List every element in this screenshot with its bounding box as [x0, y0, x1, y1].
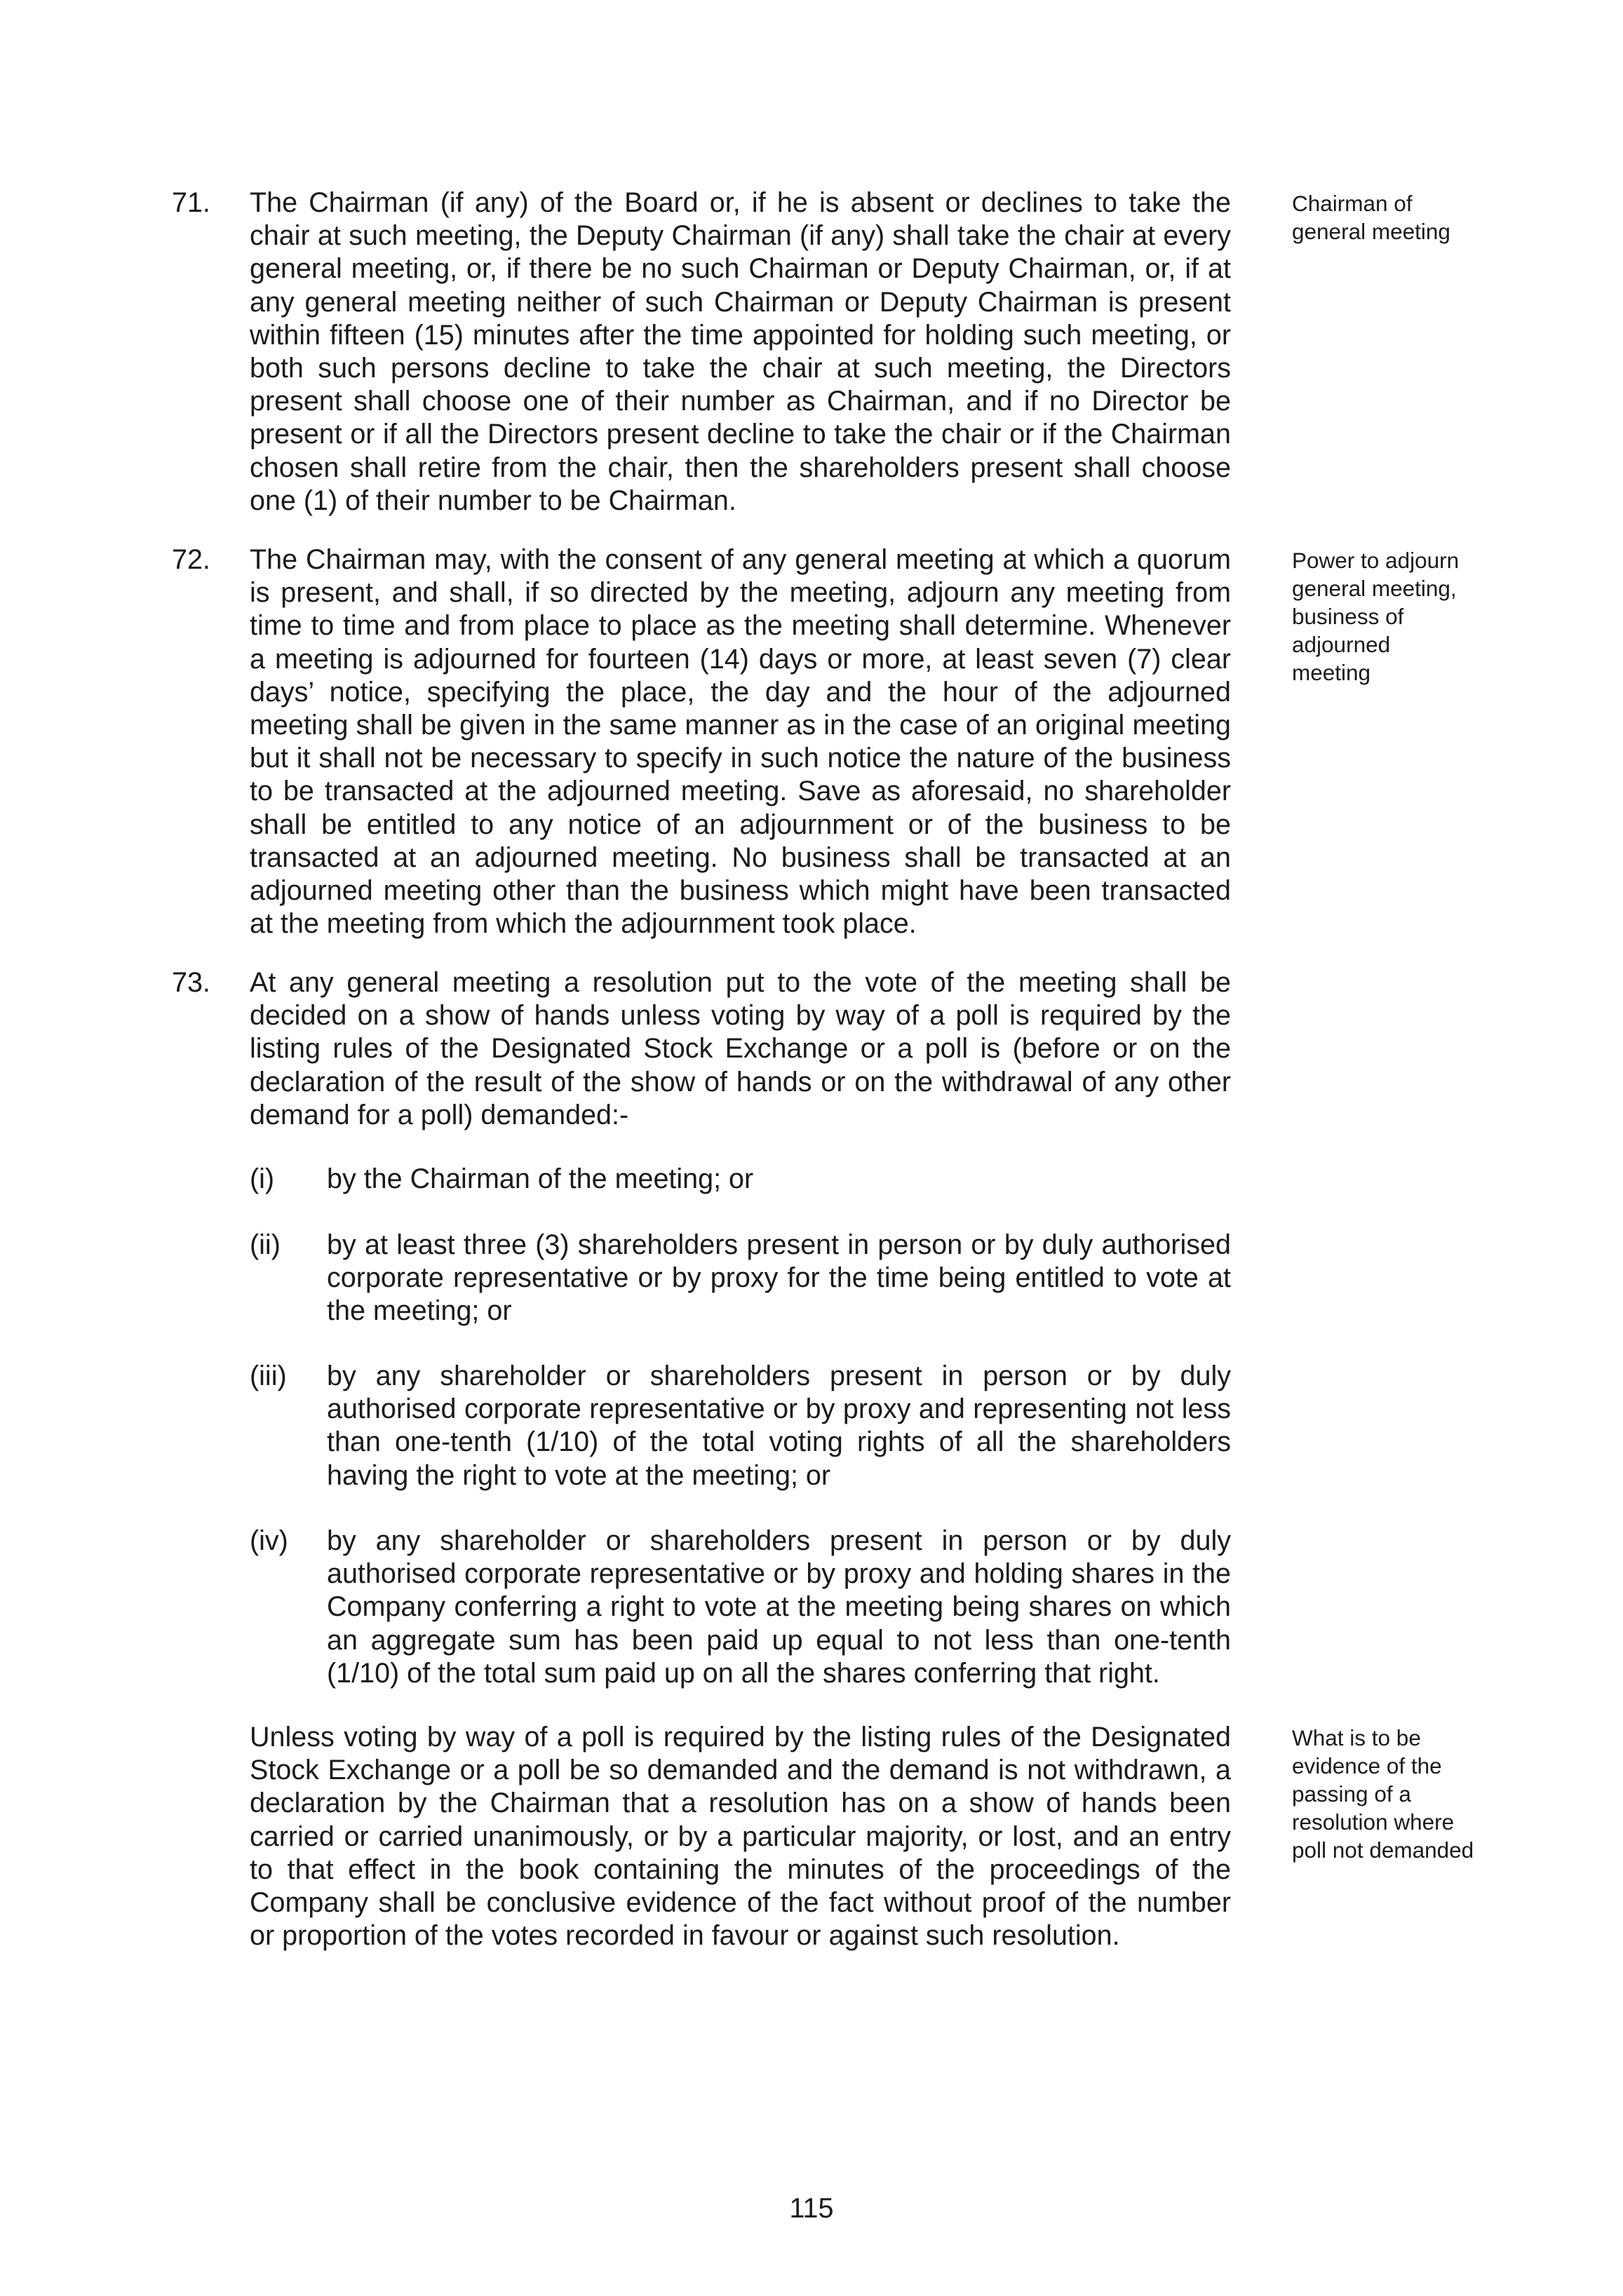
article-71-number: 71. [172, 187, 210, 218]
article-71-text: The Chairman (if any) of the Board or, if he is absent or declines to take the chair at such meeting, the Deputy Chairman (if any) shall take the chair at every general meeting, or, if there be no such Chairman or Deputy Chairman, or, if at any general meeting neither of such Chairman or Deputy Chairman is present within fifteen (15) minutes after the time appointed for holding such meeting, or both such persons decline to take the chair at such meeting, the Directors present shall choose one of their number as Chairman, and if no Director be present or if all the Directors present decline to take the chair or if the Chairman chosen shall retire from the chair, then the shareholders present shall choose one (1) of their number to be Chairman. [250, 187, 1231, 516]
article-73-item-iv-text: by any shareholder or shareholders present in person or by duly authorised corporate representative or by proxy and holding shares in the Company conferring a right to vote at the meeting being shares on which an aggregate sum has been paid up equal to not less than one-tenth (1/10) of the total sum paid up on all the shares conferring that right. [327, 1525, 1231, 1689]
article-73-item-iii-text: by any shareholder or shareholders present in person or by duly authorised corporate representative or by proxy and representing not less than one-tenth (1/10) of the total voting rights of all the shareholders having the right to vote at the meeting; or [327, 1360, 1231, 1491]
article-72-margin-note: Power to adjourn general meeting, business of adjourned meeting [1292, 548, 1460, 685]
article-73-item-ii-number: (ii) [250, 1229, 281, 1260]
article-73-item-ii-text: by at least three (3) shareholders present in person or by duly authorised corporate representative or by proxy for the time being entitled to vote at the meeting; or [327, 1229, 1231, 1327]
article-73-item-iv-number: (iv) [250, 1525, 288, 1556]
article-72-text: The Chairman may, with the consent of any general meeting at which a quorum is present, and shall, if so directed by the meeting, adjourn any meeting from time to time and from place to place as the meeting shall determine. Whenever a meeting is adjourned for fourteen (14) days or more, at least seven (7) clear days’ notice, specifying the place, the day and the hour of the adjourned meeting shall be given in the same manner as in the case of an original meeting but it shall not be necessary to specify in such notice the nature of the business to be transacted at the adjourned meeting. Save as aforesaid, no shareholder shall be entitled to any notice of an adjournment or of the business to be transacted at an adjourned meeting. No business shall be transacted at an adjourned meeting other than the business which might have been transacted at the meeting from which the adjournment took place. [250, 544, 1231, 940]
article-73-item-i-number: (i) [250, 1163, 275, 1194]
page-number: 115 [789, 2193, 834, 2224]
article-73-item-i-text: by the Chairman of the meeting; or [327, 1163, 754, 1194]
article-73-item-iii-number: (iii) [250, 1360, 287, 1391]
article-73-number: 73. [172, 967, 210, 998]
article-71-margin-note: Chairman of general meeting [1292, 191, 1450, 244]
article-73-closing-margin-note: What is to be evidence of the passing of a resolution where poll not demanded [1292, 1725, 1474, 1863]
article-72-number: 72. [172, 544, 210, 575]
article-73-closing-text: Unless voting by way of a poll is required by the listing rules of the Designated Stock Exchange or a poll be so demanded and the demand is not withdrawn, a declaration by the Chairman that a resolution has on a show of hands been carried or carried unanimously, or by a particular majority, or lost, and an entry to that effect in the book containing the minutes of the proceedings of the Company shall be conclusive evidence of the fact without proof of the number or proportion of the votes recorded in favour or against such resolution. [250, 1722, 1231, 1952]
article-73-text: At any general meeting a resolution put to the vote of the meeting shall be decided on a show of hands unless voting by way of a poll is required by the listing rules of the Designated Stock Exchange or a poll is (before or on the declaration of the result of the show of hands or on the withdrawal of any other demand for a poll) demanded:- [250, 967, 1231, 1130]
